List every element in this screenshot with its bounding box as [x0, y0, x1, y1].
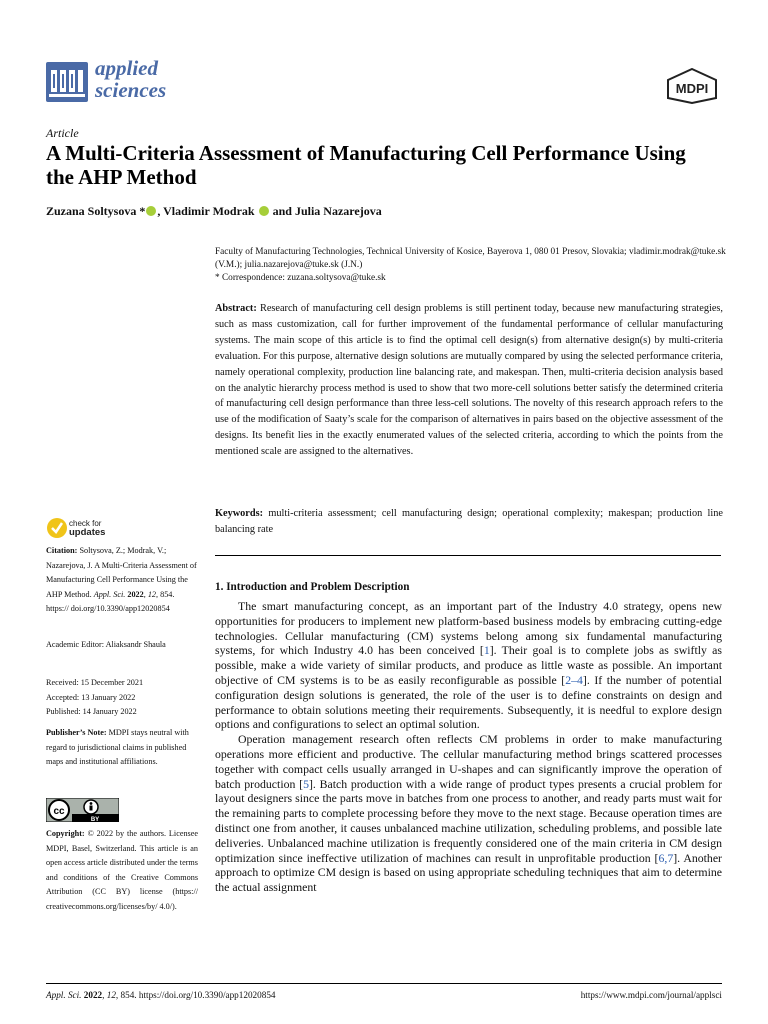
- journal-name-line1: applied: [95, 56, 158, 80]
- citation-link[interactable]: 6,7: [658, 850, 674, 865]
- section-heading: 1. Introduction and Problem Description: [215, 581, 410, 593]
- affiliation-block: [215, 246, 730, 285]
- journal-logo-icon: [46, 62, 88, 102]
- citation-link[interactable]: 5: [303, 776, 309, 791]
- footer-divider: [46, 983, 722, 984]
- keywords: [215, 506, 723, 538]
- footer-journal-url[interactable]: https://www.mdpi.com/journal/applsci: [580, 990, 722, 1000]
- paragraph: Operation management research often reflects CM problems in order to make manufacturing operations more efficient and productive. The cellular manufacturing method brings scattered processes together with compact cells usually arranged in U-shapes and can significantly improve the operation of batch production [5]. Batch production with a wide range of product types presents a crucial problem for layout designers since the parts move in batches from one process to another, and ready parts must wait for the remaining parts to complete processing before they move to the next stage. Because operation times are distinct one from another, it causes unbalanced machine utilization, scheduling problems, and possible late deliveries. Unbalanced machine utilization is frequently considered one of the main criteria in CM design optimization since ineffective utilization of machines can result in unprofitable production [6,7]. Another approach to optimize CM design is based on using appropriate scheduling techniques that aim to determine the actual assignment: [215, 732, 723, 895]
- author-name[interactable]: , Vladimir Modrak: [157, 204, 255, 218]
- keywords-label: Keywords:: [215, 508, 264, 519]
- author-name[interactable]: and Julia Nazarejova: [269, 204, 382, 218]
- article-type: Article: [46, 126, 79, 140]
- check-for-updates-label[interactable]: check for updates: [69, 519, 106, 538]
- orcid-icon[interactable]: [259, 206, 269, 216]
- journal-name: [95, 57, 166, 101]
- citation-link[interactable]: 1: [483, 643, 490, 658]
- svg-text:MDPI: MDPI: [675, 81, 709, 96]
- abstract-text: Research of manufacturing cell design problems is still pertinent today, because new manufacturing strategies, such as mass customization, call for further improvement of the fundamental performance of cellular manufacturing systems. The main scope of this article is to find the optimal cell design(s) from alternative design(s) by multi-criteria evaluation. For this purpose, alternative design solutions are mutually compared by using the selected performance criteria, namely operational complexity, production line balancing rate, and makespan. Then, multi-criteria decision analysis based on the analytic hierarchy process method is used to show that two more-cell solutions better satisfy the determined criteria of manufacturing cell design performance than three less-cell solutions. The novelty of this research approach refers to the use of the modification of Saaty’s scale for the comparison of alternatives in pairs based on the objective assessment of the designs. Its benefit lies in the exactly enumerated values of the selected criteria, according to which the points from the mentioned scale are assigned to the alternatives.: [215, 303, 724, 458]
- section-divider: [215, 555, 721, 556]
- received-date: Received: 15 December 2021: [46, 678, 144, 687]
- cc-by-license-icon[interactable]: [46, 798, 119, 822]
- dates-block: [46, 676, 198, 720]
- citation-block: Citation: Soltysova, Z.; Modrak, V.; Nazarejova, J. A Multi-Criteria Assessment of Manufacturing Cell Performance Using the AHP Method. Appl. Sci. 2022, 12, 854. https:// doi.org/10.3390/app12020854: [46, 546, 197, 614]
- citation-link[interactable]: 2–4: [565, 672, 583, 687]
- abstract-label: Abstract:: [215, 303, 257, 314]
- copyright-block: Copyright: © 2022 by the authors. Licensee MDPI, Basel, Switzerland. This article is an open access article distributed under the terms and conditions of the Creative Commons Attribution (CC BY) license (https:// creativecommons.org/licenses/by/ 4.0/).: [46, 829, 199, 911]
- author-list: [46, 204, 382, 219]
- body-text: [215, 599, 722, 895]
- publisher-note: Publisher’s Note: MDPI stays neutral with regard to jurisdictional claims in published maps and institutional affiliations.: [46, 728, 189, 767]
- abstract: [215, 301, 723, 460]
- footer-citation: Appl. Sci. 2022, 12, 854. https://doi.org/10.3390/app12020854: [46, 990, 276, 1000]
- accepted-date: Accepted: 13 January 2022: [46, 692, 136, 702]
- affiliation: Faculty of Manufacturing Technologies, Technical University of Kosice, Bayerova 1, 080 01 Presov, Slovakia; vladimir.modrak@tuke.sk (V.M.); julia.nazarejova@tuke.sk (J.N.): [215, 247, 726, 270]
- mdpi-logo-icon: [666, 68, 718, 104]
- corresponding-mark: *: [136, 204, 146, 218]
- svg-text:BY: BY: [90, 817, 100, 822]
- correspondence: * Correspondence: zuzana.soltysova@tuke.sk: [215, 273, 386, 283]
- author-name[interactable]: Zuzana Soltysova: [46, 204, 137, 218]
- orcid-icon[interactable]: [146, 206, 156, 216]
- paper-title: A Multi-Criteria Assessment of Manufacturing Cell Performance Using the AHP Method: [46, 141, 686, 189]
- keywords-text: multi-criteria assessment; cell manufacturing design; operational complexity; makespan; production line balancing rate: [215, 508, 723, 535]
- academic-editor: Academic Editor: Aliaksandr Shaula: [46, 640, 166, 649]
- journal-name-line2: sciences: [95, 78, 167, 102]
- paragraph: The smart manufacturing concept, as an important part of the Industry 4.0 strategy, opens new opportunities for producers to implement new platform-based business models by embracing cutting-edge technologies. Cellular manufacturing (CM) systems belong among six fundamental manufacturing systems, for which Industry 4.0 has been conceived [1]. Their goal is to complete jobs as swiftly as possible, make a wide variety of similar products, and produce as little waste as possible. An important objective of CM systems is to be as easily reconfigurable as possible [2–4]. If the number of potential configuration design solutions is generated, the role of the user is to define constraints on design and performance to obtain solutions meeting their requirements. Subsequently, it is needful to explore design options and configurations to select an optimal solution.: [215, 599, 723, 732]
- published-date: Published: 14 January 2022: [46, 707, 137, 717]
- svg-text:cc: cc: [53, 806, 65, 817]
